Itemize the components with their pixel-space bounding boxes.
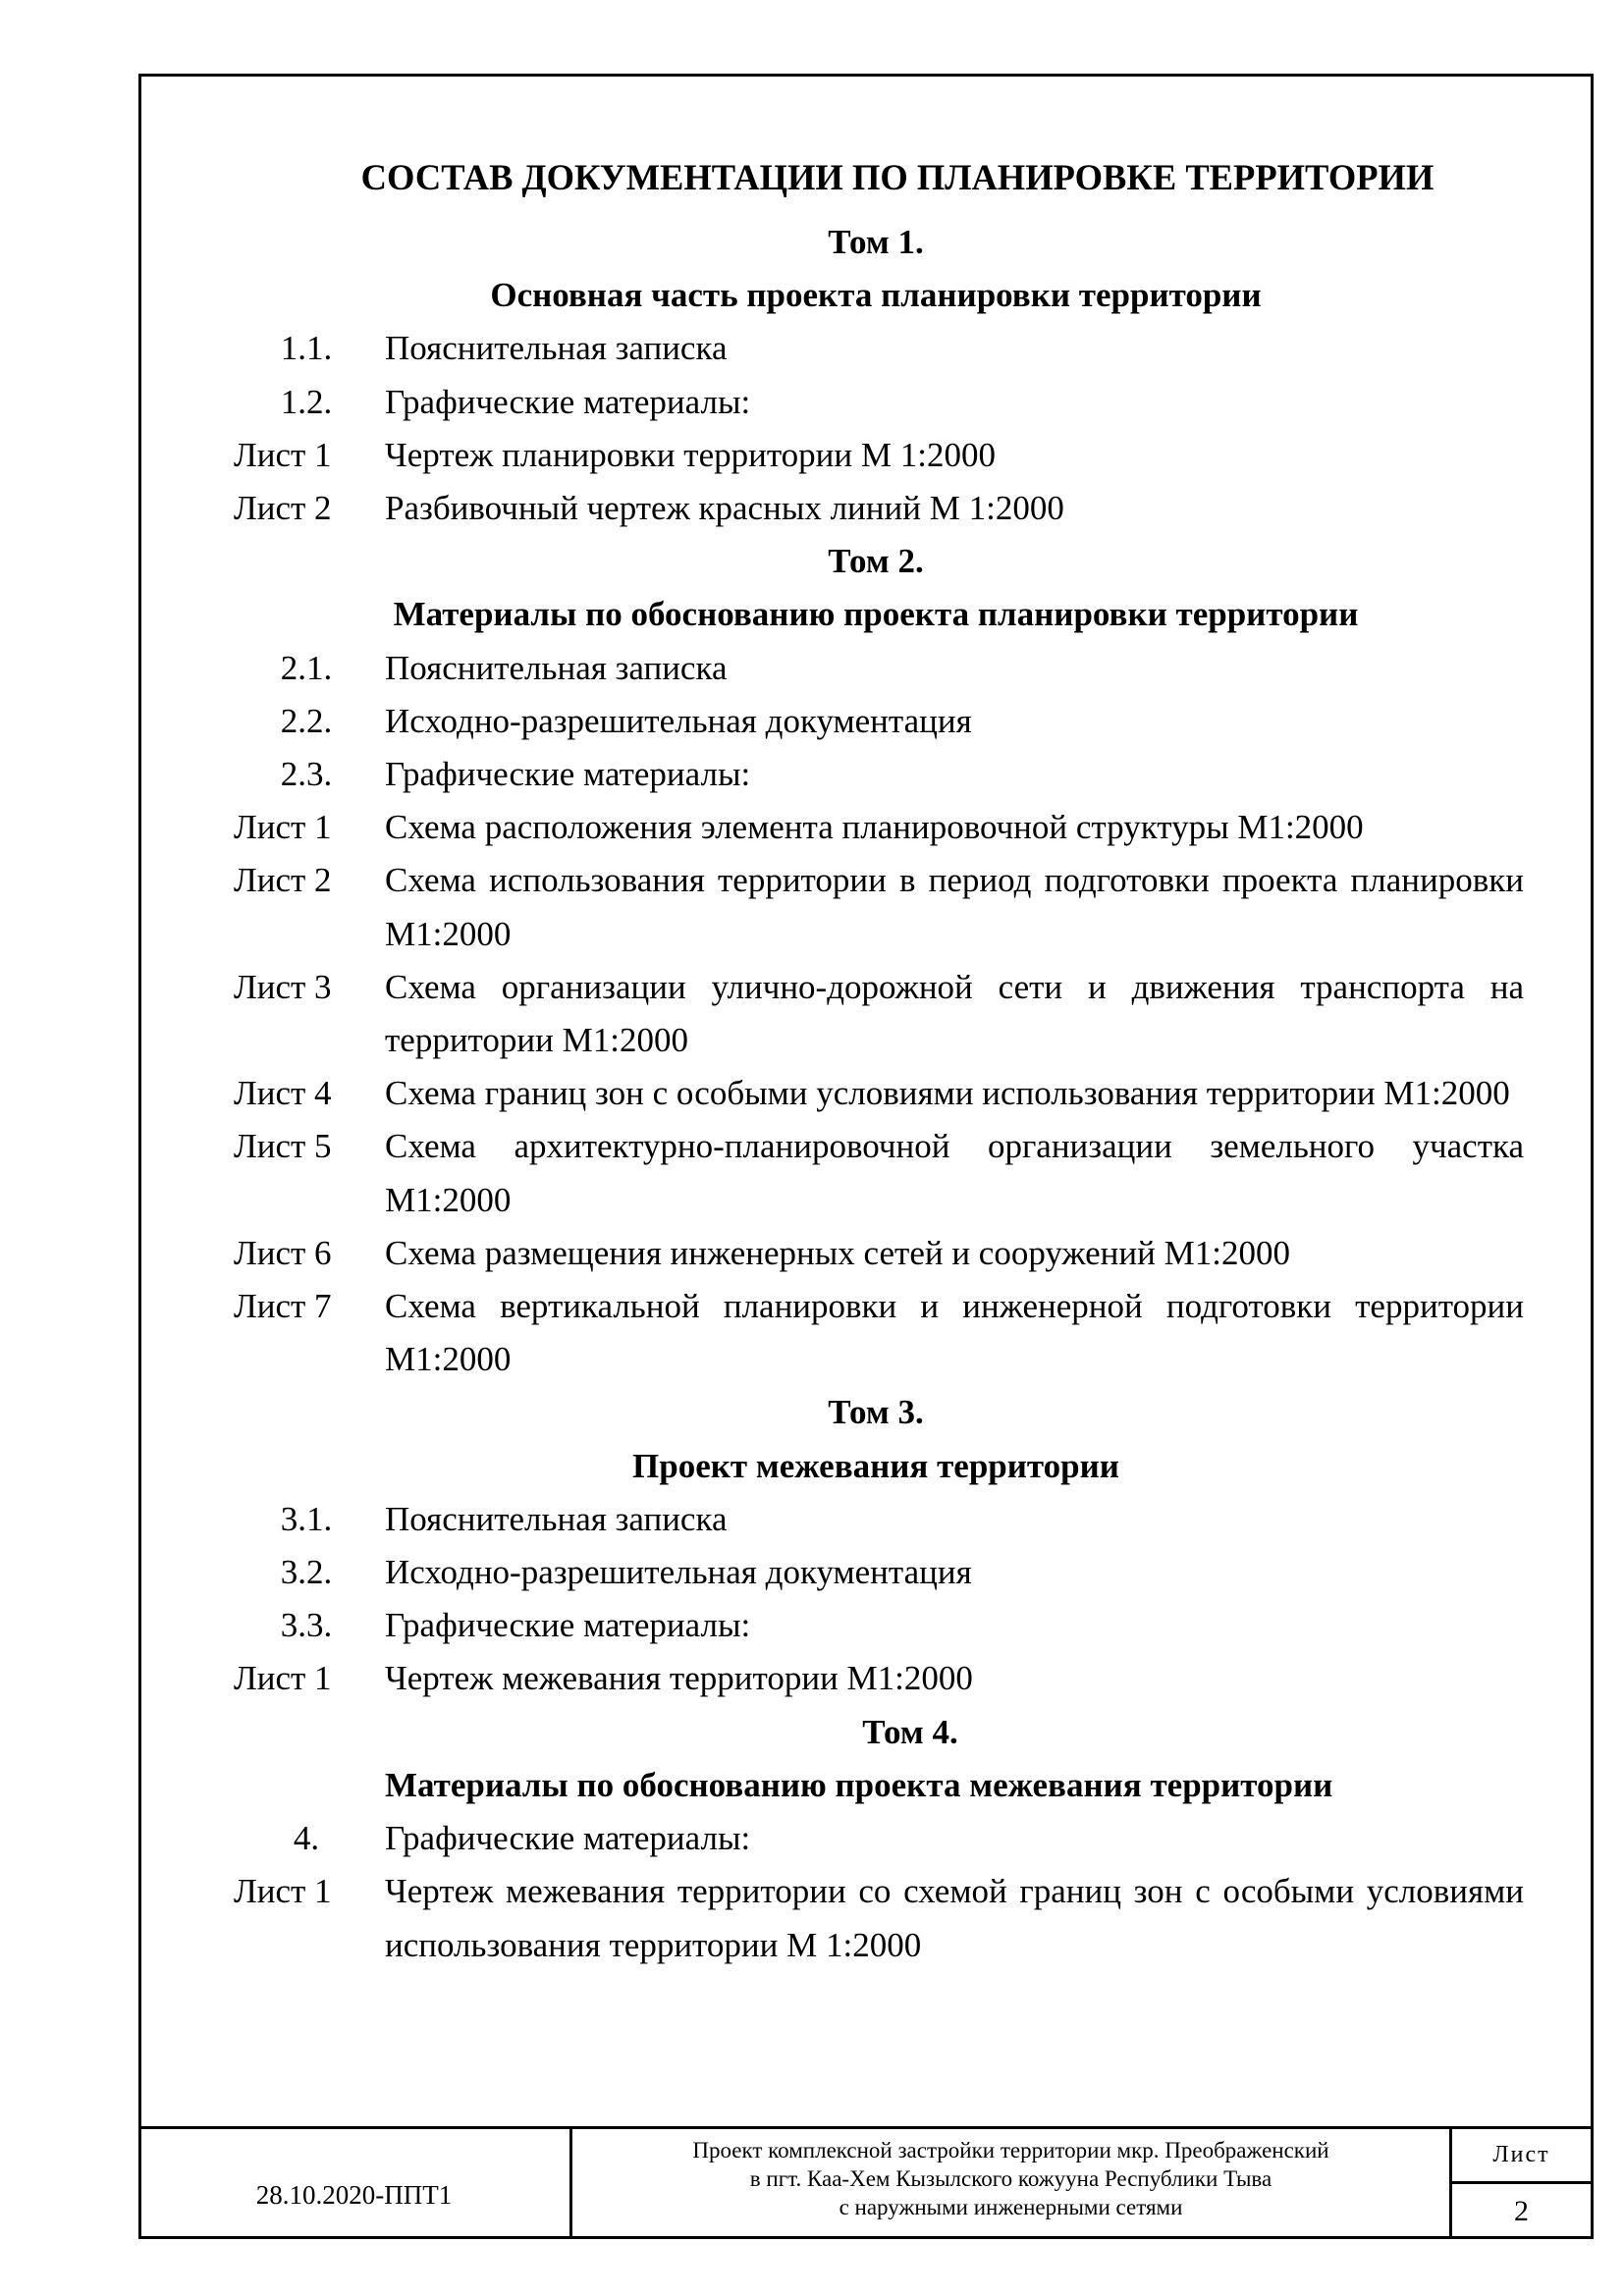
item-text: Пояснительная записка: [385, 648, 728, 687]
list-item: [228, 1120, 1524, 1226]
document-code: 28.10.2020-ППТ1: [138, 2129, 572, 2239]
sheet-number: 2: [1514, 2195, 1529, 2227]
item-number: 3.3.: [280, 1606, 333, 1645]
item-number: 2.3.: [280, 755, 333, 794]
document-body: [228, 216, 1524, 1972]
list-item: [228, 1865, 1524, 1971]
item-text: Графические материалы:: [385, 1606, 751, 1645]
project-line: с наружными инженерными сетями: [839, 2195, 1183, 2219]
volume-label: Том 1.: [828, 223, 924, 261]
item-text: Схема границ зон с особыми условиями использования территории М1:2000: [385, 1074, 1510, 1113]
item-number: Лист 1: [234, 435, 332, 474]
item-number: Лист 7: [234, 1287, 332, 1326]
item-number: Лист 2: [234, 861, 332, 900]
item-text: Чертеж межевания территории М1:2000: [385, 1659, 973, 1698]
list-item: [228, 1599, 1524, 1652]
volume-label: Том 3.: [828, 1393, 924, 1432]
item-text: Пояснительная записка: [385, 329, 728, 368]
item-text: Схема вертикальной планировки и инженерной подготовки территории М1:2000: [385, 1287, 1524, 1379]
project-line: в пгт. Каа-Хем Кызылского кожууна Республики Тыва: [749, 2166, 1272, 2191]
list-item: [228, 695, 1524, 748]
item-number: Лист 2: [234, 489, 332, 528]
volume-name: Проект межевания территории: [632, 1446, 1119, 1485]
item-number: Лист 1: [234, 1872, 332, 1911]
volume-1: [228, 216, 1524, 535]
list-item: [228, 1227, 1524, 1280]
list-item: [228, 1067, 1524, 1120]
volume-4: [228, 1706, 1524, 1972]
list-item: [228, 1546, 1524, 1599]
volume-3: [228, 1386, 1524, 1705]
item-text: Графические материалы:: [385, 1819, 751, 1858]
item-number: 4.: [293, 1819, 320, 1858]
item-text: Схема расположения элемента планировочной структуры М1:2000: [385, 808, 1364, 847]
volume-2: [228, 535, 1524, 1386]
title-block: [138, 2126, 1594, 2239]
item-text: Исходно-разрешительная документация: [385, 1553, 972, 1592]
list-item: [228, 1652, 1524, 1705]
list-item: [228, 376, 1524, 429]
list-item: [228, 1812, 1524, 1865]
project-name: [572, 2129, 1452, 2239]
list-item: [228, 429, 1524, 482]
volume-name: Основная часть проекта планировки территории: [490, 276, 1262, 315]
item-number: 2.2.: [280, 701, 333, 740]
volume-name: Материалы по обоснованию проекта межевания территории: [385, 1765, 1333, 1804]
item-number: Лист 1: [234, 808, 332, 847]
item-number: 2.1.: [280, 648, 333, 687]
volume-label: Том 4.: [862, 1712, 958, 1751]
item-text: Пояснительная записка: [385, 1499, 728, 1538]
item-text: Разбивочный чертеж красных линий М 1:2000: [385, 489, 1064, 528]
document-title: СОСТАВ ДОКУМЕНТАЦИИ ПО ПЛАНИРОВКЕ ТЕРРИТОРИИ: [360, 157, 1435, 197]
project-line: Проект комплексной застройки территории мкр. Преображенский: [692, 2138, 1329, 2163]
item-text: Графические материалы:: [385, 382, 751, 421]
item-number: 3.1.: [280, 1499, 333, 1538]
volume-label: Том 2.: [828, 542, 924, 581]
list-item: [228, 854, 1524, 960]
list-item: [228, 961, 1524, 1067]
item-number: Лист 6: [234, 1233, 332, 1272]
item-text: Схема размещения инженерных сетей и сооружений М1:2000: [385, 1233, 1290, 1272]
item-number: 1.2.: [280, 382, 333, 421]
list-item: [228, 1493, 1524, 1546]
item-number: Лист 1: [234, 1659, 332, 1698]
item-number: Лист 4: [234, 1074, 332, 1113]
item-number: Лист 3: [234, 967, 332, 1006]
list-item: [228, 801, 1524, 854]
sheet-label: Лист: [1452, 2129, 1591, 2184]
list-item: [228, 322, 1524, 375]
item-number: 3.2.: [280, 1553, 333, 1592]
list-item: [228, 482, 1524, 535]
list-item: [228, 642, 1524, 695]
item-text: Исходно-разрешительная документация: [385, 701, 972, 740]
list-item: [228, 748, 1524, 801]
list-item: [228, 1280, 1524, 1386]
item-text: Схема организации улично-дорожной сети и движения транспорта на территории М1:2000: [385, 967, 1524, 1060]
item-text: Чертеж планировки территории М 1:2000: [385, 435, 996, 474]
item-number: Лист 5: [234, 1127, 332, 1166]
item-number: 1.1.: [280, 329, 333, 368]
item-text: Схема использования территории в период подготовки проекта планировки М1:2000: [385, 861, 1524, 953]
item-text: Схема архитектурно-планировочной организации земельного участка М1:2000: [385, 1127, 1524, 1219]
sheet-cell: [1452, 2129, 1591, 2239]
volume-name: Материалы по обоснованию проекта планировки территории: [393, 595, 1359, 634]
item-text: Чертеж межевания территории со схемой границ зон с особыми условиями использования территории М 1:2000: [385, 1872, 1524, 1964]
item-text: Графические материалы:: [385, 755, 751, 794]
